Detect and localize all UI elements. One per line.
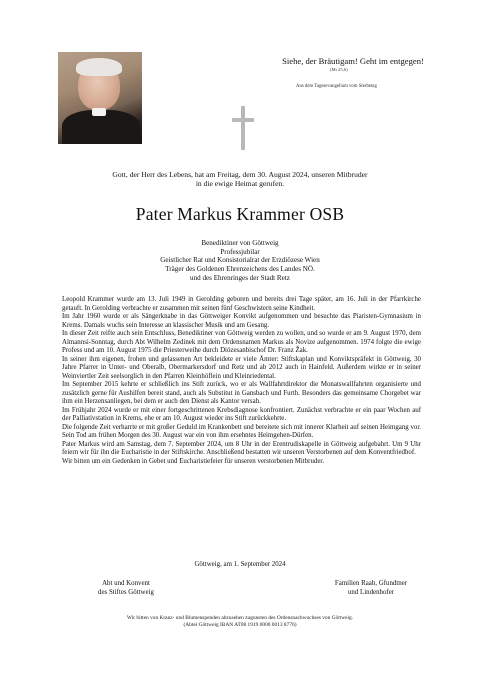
cross-icon — [232, 106, 254, 150]
donation-note-line: (Abtei Göttweig IBAN AT08 1919 0000 0013 8776) — [183, 621, 297, 628]
bible-quote-source: Aus dem Tagesevangelium vom Sterbetag — [296, 84, 377, 89]
biography-paragraph: Im September 2015 kehrte er schließlich ins Stift zurück, wo er als Wallfahrtdirektor die Monatswallfahrten organisierte und zusätzlich gerne für Aushilfen bereit stand, auch als Substitut in Gansbach und Furth. Besonders das gemeinsame Chorgebet war ihm ein Herzensanliegen, bei dem er auch den Dienst als Kantor versah. — [62, 381, 421, 406]
biography-paragraph: Im Jahr 1960 wurde er als Sängerknabe in das Göttweiger Konvikt aufgenommen und besuchte das Piaristen-Gymnasium in Krems. Damals wuchs sein Interesse an klassischer Musik und am Gesang. — [62, 313, 421, 329]
portrait-hair — [76, 58, 122, 76]
portrait-photo — [58, 52, 142, 144]
title-line: Geistlicher Rat und Konsistorialrat der Erzdiözese Wien — [160, 256, 320, 265]
bible-quote-reference: (Mt 25,6) — [330, 67, 348, 72]
biography-paragraph: Pater Markus wird am Samstag, dem 7. September 2024, um 8 Uhr in der Erentrudiskapelle in Göttweig aufgebahrt. Um 9 Uhr feiern wir für ihn die Eucharistie in der Stiftskirche. Anschließend bestatten wir unseren Verstorbenen auf dem Konventfriedhof. — [62, 440, 421, 457]
biography-paragraph: Leopold Krammer wurde am 13. Juli 1949 in Gerolding geboren und bereits drei Tage später, am 16. Juli in der Pfarrkirche getauft. In Gerolding verbrachte er zusammen mit seinen fünf Geschwistern seine Kindheit. — [62, 296, 421, 312]
signature-family — [316, 580, 426, 597]
bible-quote: Siehe, der Bräutigam! Geht im entgegen! — [282, 56, 424, 66]
biography-paragraph: Im Frühjahr 2024 wurde er mit einer fortgeschrittenen Krebsdiagnose konfrontiert. Zunächst verbrachte er ein paar Wochen auf der Palliativstation in Krems, ehe er am 10. August wieder ins Stift zurückkehrte. — [62, 406, 421, 423]
deceased-name: Pater Markus Krammer OSB — [135, 204, 345, 224]
portrait-collar — [92, 108, 106, 116]
biography-paragraph: In seiner ihm eigenen, frohen und gelassenen Art bekleidete er viele Ämter: Stiftskaplan und Konviktspräfekt in Göttweig, 30 Jahre Pfarrer in Unter- und Oberalb, Obermarkersdorf und Retz und ab 2012 auch in Hainfeld. Außerdem wirkte er in seiner Weinviertler Zeit seelsorglich in den Pfarren Kleinhöflein und Kleinriedental. — [62, 355, 421, 380]
place-and-date: Göttweig, am 1. September 2024 — [194, 561, 286, 568]
donation-note-line: Wir bitten von Kranz- und Blumenspenden abzusehen zugunsten des Ordensnachwuchses von Göttweig. — [126, 615, 354, 621]
biography-paragraph: Wir bitten um ein Gedenken in Gebet und Eucharistiefeier für unseren verstorbenen Mitbruder. — [62, 457, 325, 465]
donation-note — [60, 615, 420, 629]
biography-paragraph: Die folgende Zeit verharrte er mit großer Geduld im Krankenbett und bereitete sich mit innerer Klarheit auf seinen Heimgang vor. Sein Tod am frühen Morgen des 30. August war ein von ihm ersehntes Heimgehen-Dürfen. — [62, 423, 421, 440]
biography-paragraph: In dieser Zeit reifte auch sein Entschluss, Benediktiner von Göttweig werden zu wollen, und so wurde er am 9. August 1970, dem Almannsi-Sonntag, durch Abt Wilhelm Zedinek mit dem Ordensnamen Markus als Novize aufgenommen. 1974 folgte die ewige Profess und am 10. August 1975 die Priesterweihe durch Diözesanbischof Dr. Franz Žak. — [62, 330, 421, 355]
death-announcement — [60, 170, 420, 189]
deceased-titles — [90, 239, 390, 283]
signature-line: Abt und Konvent — [102, 580, 150, 587]
title-line: Träger des Goldenen Ehrenzeichens des Landes NÖ. — [165, 265, 315, 274]
title-line: und des Ehrenringes der Stadt Retz — [190, 273, 290, 282]
signature-line: des Stiftes Göttweig — [98, 588, 154, 596]
signature-abbey — [86, 580, 166, 597]
title-line: Benediktiner von Göttweig — [201, 239, 279, 247]
title-line: Professjubilar — [220, 247, 260, 256]
death-announcement-line: in die ewige Heimat gerufen. — [195, 179, 285, 189]
signature-line: und Lindenhofer — [347, 588, 395, 596]
biography — [62, 296, 421, 466]
death-announcement-line: Gott, der Herr des Lebens, hat am Freitag, dem 30. August 2024, unseren Mitbruder — [112, 170, 368, 179]
signature-line: Familien Raab, Gfundtner — [334, 580, 408, 587]
